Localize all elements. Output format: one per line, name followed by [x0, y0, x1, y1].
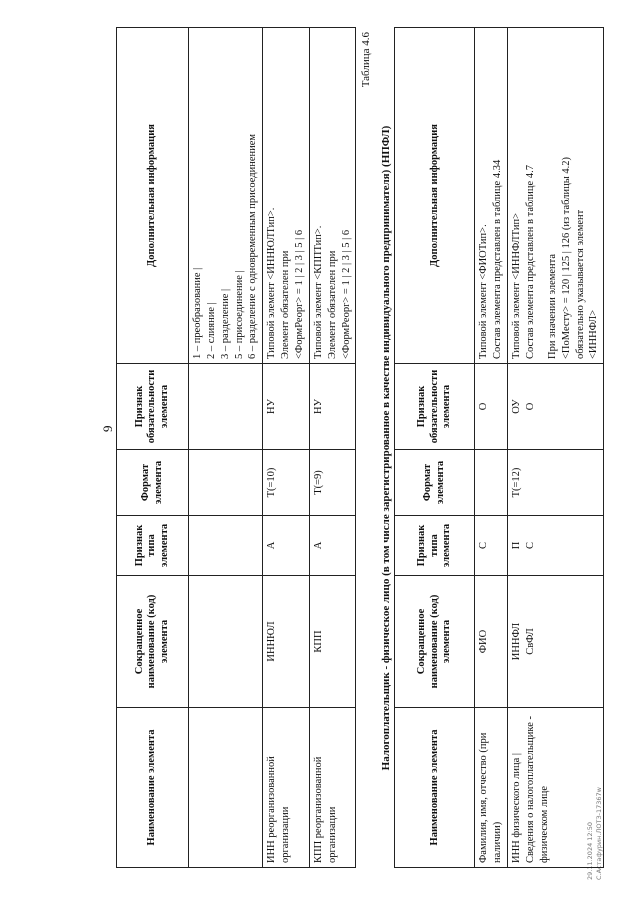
- cell-name: КПП реорганизованной организации: [309, 708, 356, 868]
- element-name: Сведения о налогоплательщике - физическом лице: [525, 716, 550, 863]
- info-line: обязательно указывается элемент: [574, 209, 586, 359]
- table-row: [475, 28, 508, 868]
- element-name: ИНН физического лица |: [511, 752, 523, 863]
- cell-info: [263, 28, 310, 364]
- cell-code: ИННЮЛ: [263, 576, 310, 708]
- cell-type: [189, 516, 263, 576]
- header-name: Наименование элемента: [395, 708, 475, 868]
- table-row: [309, 28, 356, 868]
- element-code: СвФЛ: [525, 628, 537, 655]
- cell-code: [189, 576, 263, 708]
- header-format: Формат элемента: [395, 450, 475, 516]
- table-row: [508, 28, 604, 868]
- info-line: Типовой элемент <ИННФЛТип>: [511, 213, 523, 359]
- info-line: Типовой элемент <ФИОТип>.: [478, 224, 490, 359]
- rotated-page-content: [116, 28, 604, 868]
- cell-type: С: [475, 516, 508, 576]
- element-type: С: [525, 542, 537, 550]
- cell-type: [508, 516, 604, 576]
- cell-code: [508, 576, 604, 708]
- element-required: О: [525, 402, 537, 411]
- info-line: 5 – присоединение |: [233, 270, 245, 359]
- table-row: [263, 28, 310, 868]
- element-type: П: [511, 541, 523, 550]
- cell-info: [508, 28, 604, 364]
- element-required: ОУ: [511, 399, 523, 414]
- table-header-row: [117, 28, 189, 868]
- cell-name: Фамилия, имя, отчество (при наличии): [475, 708, 508, 868]
- cell-name: [508, 708, 604, 868]
- info-line: <ПоМесту> = 120 | 125 | 126 (из таблицы 4.2): [560, 156, 572, 359]
- table-individual-taxpayer: [394, 27, 604, 868]
- info-line: <ИННФЛ>: [588, 309, 600, 359]
- info-line: Типовой элемент <ИННЮЛТип>.: [266, 207, 278, 359]
- cell-code: КПП: [309, 576, 356, 708]
- info-line: <ФормРеорг> = 1 | 2 | 3 | 5 | 6: [294, 229, 306, 359]
- table-number-label: Таблица 4.6: [360, 32, 373, 88]
- table-header-row: [395, 28, 475, 868]
- page-number: 9: [100, 425, 115, 432]
- cell-required: [189, 364, 263, 450]
- header-required: Признак обязательности элемента: [395, 364, 475, 450]
- header-required: Признак обязательности элемента: [117, 364, 189, 450]
- cell-info: [309, 28, 356, 364]
- info-line: 2 – слияние |: [205, 302, 217, 359]
- cell-required: [508, 364, 604, 450]
- cell-required: О: [475, 364, 508, 450]
- info-line: Состав элемента представлен в таблице 4.7: [525, 165, 537, 359]
- info-line: 3 – разделение |: [219, 288, 231, 359]
- info-line: Элемент обязателен при: [326, 250, 338, 359]
- cell-format: [508, 450, 604, 516]
- header-name: Наименование элемента: [117, 708, 189, 868]
- header-format: Формат элемента: [117, 450, 189, 516]
- info-line: При значении элемента: [546, 253, 558, 359]
- info-line: 1 – преобразование |: [192, 267, 203, 359]
- stamp-line: 29.11.2024 12:50: [586, 821, 594, 880]
- cell-type: А: [263, 516, 310, 576]
- cell-code: ФИО: [475, 576, 508, 708]
- info-line: Элемент обязателен при: [280, 250, 292, 359]
- cell-required: НУ: [263, 364, 310, 450]
- element-code: ИННФЛ: [511, 622, 523, 661]
- element-format: Т(=12): [511, 467, 523, 498]
- header-type: Признак типа элемента: [117, 516, 189, 576]
- header-type: Признак типа элемента: [395, 516, 475, 576]
- info-line: Типовой элемент <КППТип>.: [312, 225, 324, 359]
- cell-format: Т(=9): [309, 450, 356, 516]
- info-line: <ФормРеорг> = 1 | 2 | 3 | 5 | 6: [340, 229, 352, 359]
- stamp-line: С.Астафурин.ЛОТЗ-17367w: [595, 787, 604, 880]
- cell-name: ИНН реорганизованной организации: [263, 708, 310, 868]
- cell-info: [189, 28, 263, 364]
- table-caption: [360, 28, 394, 868]
- cell-name: [189, 708, 263, 868]
- cell-format: [475, 450, 508, 516]
- cell-info: [475, 28, 508, 364]
- info-spacer: [538, 32, 546, 359]
- header-info: Дополнительная информация: [395, 28, 475, 364]
- table-reorganization: [116, 27, 356, 868]
- cell-type: А: [309, 516, 356, 576]
- header-code: Сокращенное наименование (код) элемента: [395, 576, 475, 708]
- header-code: Сокращенное наименование (код) элемента: [117, 576, 189, 708]
- table-title: Налогоплательщик - физическое лицо (в том числе зарегистрированное в качестве индивидуального предпринимателя) (НПФЛ): [380, 125, 393, 771]
- table-row: [189, 28, 263, 868]
- cell-format: Т(=10): [263, 450, 310, 516]
- header-info: Дополнительная информация: [117, 28, 189, 364]
- cell-format: [189, 450, 263, 516]
- info-line: 6 – разделение с одновременным присоединением: [247, 133, 259, 359]
- cell-required: НУ: [309, 364, 356, 450]
- info-line: Состав элемента представлен в таблице 4.34: [492, 159, 504, 359]
